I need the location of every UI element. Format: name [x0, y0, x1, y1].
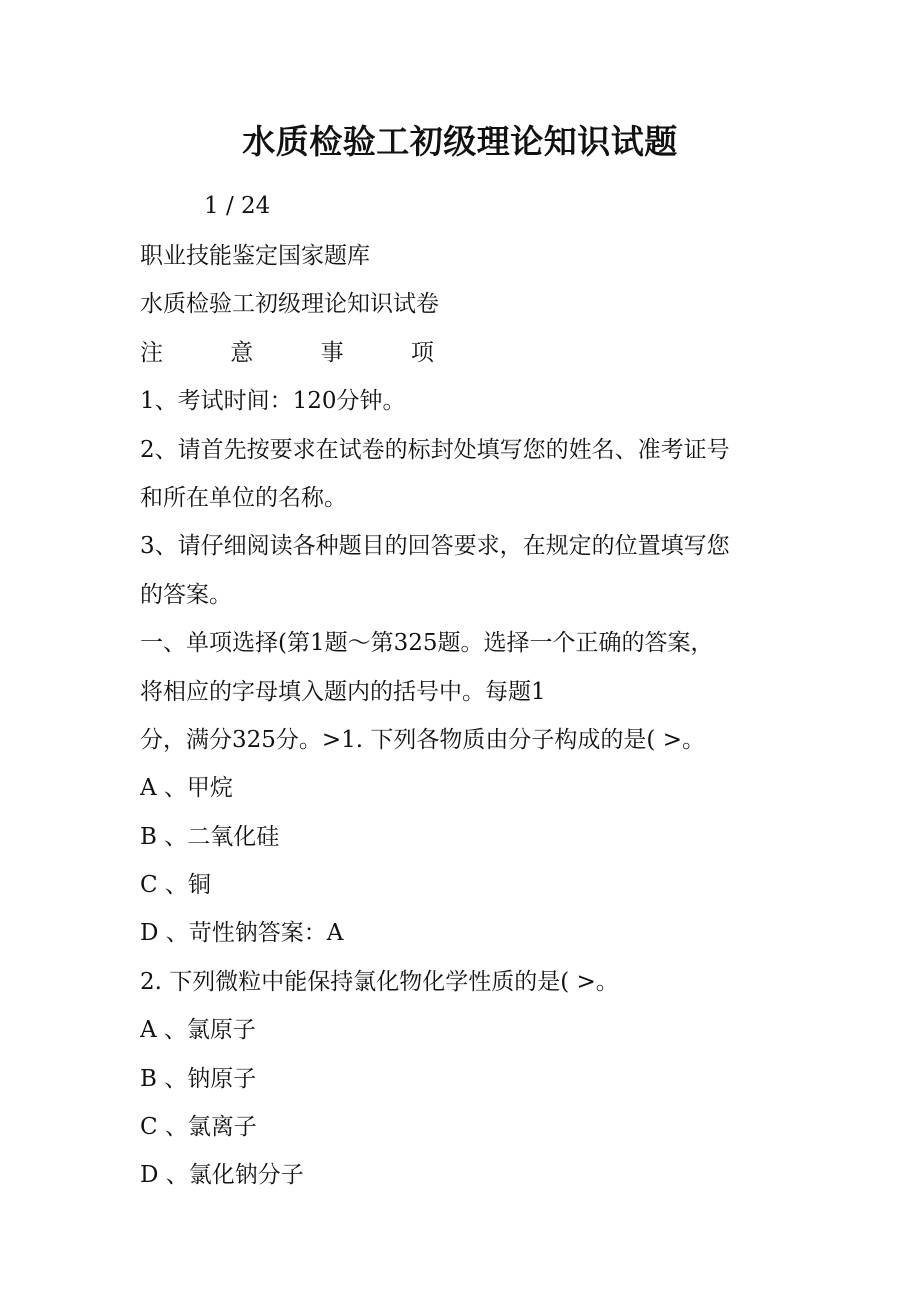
- question-2-option-a: A 、氯原子: [140, 1017, 256, 1044]
- question-2: 2. 下列微粒中能保持氯化物化学性质的是( >。: [140, 968, 619, 995]
- question-1-option-b: B 、二氧化硅: [140, 823, 280, 850]
- notice-item-2-continued: 和所在单位的名称。: [140, 484, 347, 511]
- document-body: [140, 232, 785, 1200]
- question-2-option-c: C 、氯离子: [140, 1114, 257, 1141]
- exam-bank-heading: 职业技能鉴定国家题库: [140, 243, 370, 269]
- question-1-option-a: A 、甲烷: [140, 775, 233, 802]
- question-2-option-d: D 、氯化钠分子: [140, 1162, 304, 1189]
- notice-heading: 注 意 事 项: [140, 339, 464, 366]
- notice-item-3-continued: 的答案。: [140, 581, 232, 608]
- question-1-option-c: C 、铜: [140, 872, 211, 899]
- question-2-option-b: B 、钠原子: [140, 1065, 257, 1092]
- section-heading: 一、单项选择(第1题～第325题。选择一个正确的答案，: [140, 630, 714, 657]
- page-number: 1 / 24: [204, 193, 271, 219]
- section-heading-continued: 将相应的字母填入题内的括号中。每题1: [140, 678, 546, 705]
- document-title: 水质检验工初级理论知识试题: [242, 122, 678, 161]
- notice-item-2: 2、请首先按要求在试卷的标封处填写您的姓名、准考证号: [140, 436, 730, 463]
- question-1-option-d-answer: D 、苛性钠答案：A: [140, 920, 344, 947]
- notice-item-3: 3、请仔细阅读各种题目的回答要求，在规定的位置填写您: [140, 533, 730, 560]
- question-1: 分，满分325分。>1. 下列各物质由分子构成的是( >。: [140, 726, 705, 753]
- notice-item-1: 1、考试时间：120分钟。: [140, 388, 406, 415]
- exam-paper-heading: 水质检验工初级理论知识试卷: [140, 291, 439, 318]
